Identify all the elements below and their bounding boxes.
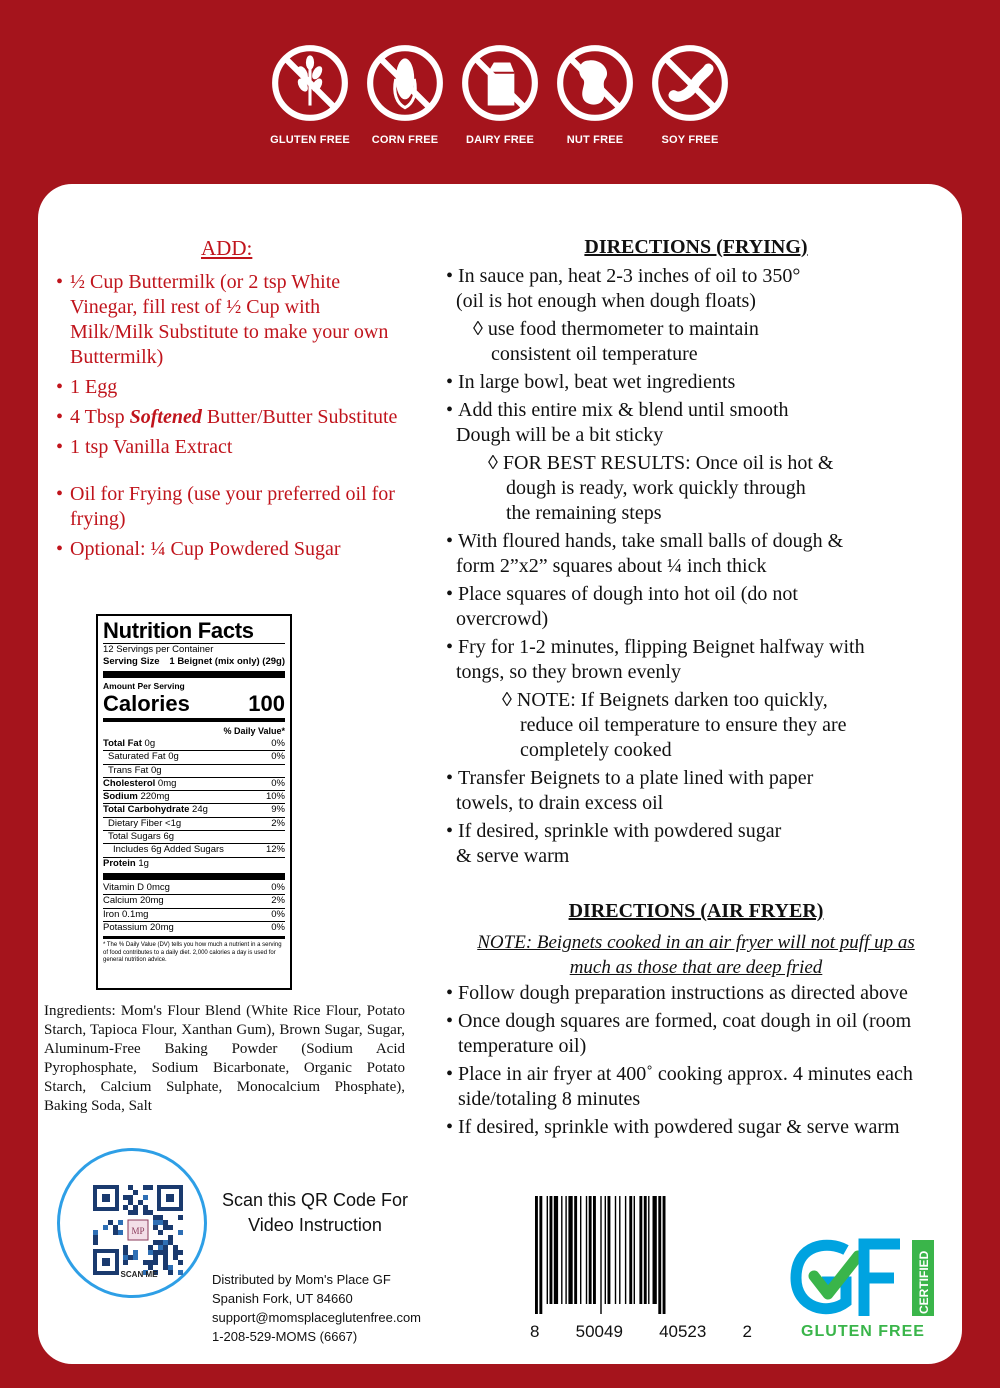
- vitamin-name: Potassium: [103, 921, 148, 933]
- barcode-digits: 8: [530, 1322, 540, 1341]
- nutrient-row: [103, 803, 285, 816]
- add-item: [56, 405, 406, 430]
- qr-module: [168, 1225, 173, 1230]
- frying-step-note: consistent oil temperature: [491, 343, 698, 365]
- barcode-digits: 40523: [659, 1322, 707, 1341]
- frying-step-continuation: (oil is hot enough when dough floats): [456, 290, 756, 312]
- nutrition-facts-panel: [96, 614, 292, 990]
- nutrient-name: Total Fat: [103, 738, 142, 749]
- frying-step: • Add this entire mix & blend until smooth: [446, 398, 956, 423]
- nutrient-name: Total Sugars: [108, 831, 161, 843]
- barcode-bar: [574, 1196, 577, 1304]
- qr-module: [163, 1255, 168, 1260]
- qr-module: [168, 1235, 173, 1240]
- nutrition-title: Nutrition Facts: [103, 618, 254, 643]
- barcode-bar: [586, 1196, 587, 1304]
- frying-step-note: completely cooked: [520, 739, 672, 761]
- nutrient-amount: <1g: [165, 817, 182, 829]
- nutrient-name: Cholesterol: [103, 777, 156, 789]
- qr-module: [158, 1240, 163, 1245]
- qr-module: [123, 1205, 128, 1210]
- qr-module: [133, 1190, 138, 1195]
- barcode-bar: [658, 1196, 661, 1314]
- gluten-free-text: GLUTEN FREE: [801, 1323, 925, 1340]
- qr-module: [143, 1205, 148, 1210]
- add-item: • Oil for Frying (use your preferred oil for frying): [56, 482, 406, 532]
- nutrient-row: [103, 830, 285, 843]
- frying-step-note: dough is ready, work quickly through: [506, 477, 806, 499]
- nutrient-name: Sodium: [103, 791, 138, 803]
- vitamin-name: Iron: [103, 908, 120, 920]
- nutrient-amount: 24g: [192, 804, 208, 816]
- frying-step-continuation: form 2”x2” squares about ¼ inch thick: [456, 555, 767, 577]
- qr-module: [113, 1225, 118, 1230]
- qr-module: [158, 1220, 163, 1225]
- barcode-bar: [625, 1196, 626, 1304]
- frying-step: • Place squares of dough into hot oil (do not: [446, 582, 956, 607]
- badge-label: GLUTEN FREE: [270, 134, 350, 146]
- qr-module: [143, 1185, 148, 1190]
- add-item: • ½ Cup Buttermilk (or 2 tsp White Vinegar, fill rest of ½ Cup with Milk/Milk Substitute to make your own Buttermilk): [56, 270, 406, 370]
- nutrition-footnote: * The % Daily Value (DV) tells you how much a nutrient in a serving of food contributes to a daily diet. 2,000 calories a day is used for general nutrition advice.: [103, 942, 282, 964]
- qr-module: [143, 1210, 148, 1215]
- frying-step-note: ◊ NOTE: If Beignets darken too quickly,: [502, 689, 828, 711]
- qr-module: [163, 1250, 168, 1255]
- qr-module: [143, 1260, 148, 1265]
- qr-module: [158, 1215, 163, 1220]
- distributor-email[interactable]: support@momsplaceglutenfree.com: [212, 1310, 422, 1325]
- barcode-bar: [539, 1196, 542, 1314]
- barcode-bar: [580, 1196, 581, 1304]
- barcode-digits: 50049: [575, 1322, 623, 1341]
- qr-module: [168, 1240, 173, 1245]
- distributor-name: Distributed by Mom's Place GF: [212, 1272, 391, 1287]
- barcode-bar: [629, 1196, 632, 1304]
- serving-size-value: 1 Beignet (mix only) (29g): [169, 656, 285, 667]
- frying-step-continuation: overcrowd): [456, 608, 549, 630]
- barcode-bar: [600, 1196, 601, 1314]
- nutrient-dv: 9%: [271, 804, 285, 816]
- nutrient-dv: 12%: [265, 844, 285, 856]
- nutrient-name: Includes 6g Added Sugars: [113, 844, 224, 856]
- barcode-digits: 2: [742, 1322, 752, 1341]
- scan-me-label: SCAN ME: [120, 1270, 158, 1279]
- qr-module: [163, 1220, 168, 1225]
- qr-module: [123, 1255, 128, 1260]
- barcode-bar: [608, 1196, 611, 1304]
- nutrient-amount: 0mg: [157, 777, 177, 789]
- barcode-bar: [644, 1196, 647, 1304]
- qr-module: [148, 1185, 153, 1190]
- barcode-bar: [589, 1196, 592, 1304]
- qr-module: [153, 1240, 158, 1245]
- qr-module: [133, 1255, 138, 1260]
- nutrient-dv: 0%: [271, 738, 285, 749]
- qr-module: [118, 1230, 123, 1235]
- qr-module: [148, 1245, 153, 1250]
- barcode-bar: [634, 1196, 635, 1304]
- add-item-text: Butter/Butter Substitute: [201, 406, 398, 428]
- add-item: • 1 Egg: [56, 375, 406, 400]
- nutrient-row: [103, 857, 285, 870]
- vitamin-row: [103, 882, 285, 894]
- vitamin-row: [103, 908, 285, 921]
- nutrient-row: [103, 817, 285, 830]
- barcode-bar: [565, 1196, 566, 1304]
- qr-module: [178, 1260, 183, 1265]
- barcode-bar: [554, 1196, 558, 1304]
- nutrient-amount: 0g: [144, 738, 156, 749]
- qr-module: [128, 1185, 133, 1190]
- qr-module: [128, 1200, 133, 1205]
- nutrient-row: [103, 790, 285, 803]
- barcode-bar: [605, 1196, 606, 1304]
- qr-module: [153, 1255, 158, 1260]
- no-corn-icon: [364, 42, 446, 124]
- qr-module: [173, 1245, 178, 1250]
- barcode-bar: [653, 1196, 657, 1304]
- nutrient-row: [103, 843, 285, 856]
- nutrient-row: [103, 750, 285, 763]
- allergen-badges: [265, 42, 735, 162]
- vitamin-dv: 0%: [271, 908, 285, 920]
- badge-soy-free: [645, 42, 735, 162]
- qr-module: [133, 1210, 138, 1215]
- air-fryer-step: • If desired, sprinkle with powdered sugar & serve warm: [446, 1115, 946, 1140]
- qr-module: [173, 1255, 178, 1260]
- distributor-phone: 1-208-529-MOMS (6667): [212, 1329, 358, 1344]
- qr-module: [138, 1200, 143, 1205]
- frying-steps: [446, 264, 956, 872]
- barcode-number: [530, 1322, 752, 1342]
- qr-module: [168, 1265, 173, 1270]
- qr-code[interactable]: [93, 1185, 183, 1275]
- qr-module: [133, 1250, 138, 1255]
- qr-module: [128, 1195, 133, 1200]
- daily-value-header: % Daily Value*: [223, 726, 285, 736]
- vitamin-dv: 2%: [271, 895, 285, 907]
- no-milk-carton-icon: [459, 42, 541, 124]
- qr-module: [143, 1195, 148, 1200]
- qr-module: [153, 1225, 158, 1230]
- servings-per-container: 12 Servings per Container: [103, 644, 214, 655]
- badge-gluten-free: [265, 42, 355, 162]
- nutrient-row: [103, 777, 285, 790]
- nutrient-name: Trans Fat: [108, 764, 149, 776]
- barcode-bar: [568, 1196, 572, 1304]
- amount-per-serving: Amount Per Serving: [103, 681, 185, 691]
- add-item-emphasis: Softened: [129, 406, 202, 428]
- qr-module: [123, 1195, 128, 1200]
- nutrient-amount: 220mg: [140, 791, 170, 803]
- qr-module: [93, 1240, 98, 1245]
- qr-module: [123, 1250, 128, 1255]
- nutrient-row: [103, 738, 285, 750]
- badge-label: NUT FREE: [566, 134, 624, 146]
- calories-label: Calories: [103, 691, 190, 716]
- qr-module: [173, 1250, 178, 1255]
- vitamin-amount: 0mcg: [146, 881, 170, 893]
- badge-label: SOY FREE: [661, 134, 719, 146]
- vitamin-rows: [103, 882, 285, 934]
- air-fryer-step: • Follow dough preparation instructions as directed above: [446, 981, 946, 1006]
- vitamin-dv: 0%: [271, 881, 285, 893]
- badge-label: CORN FREE: [371, 134, 439, 146]
- qr-module: [103, 1225, 108, 1230]
- qr-module: [128, 1255, 133, 1260]
- badge-nut-free: [550, 42, 640, 162]
- nutrient-amount: 0g: [150, 764, 162, 776]
- air-fryer-note: [446, 930, 946, 980]
- air-fryer-directions-title: DIRECTIONS (AIR FRYER): [568, 900, 824, 922]
- barcode-bar: [561, 1196, 562, 1304]
- barcode-bar: [639, 1196, 642, 1304]
- no-wheat-icon: [269, 42, 351, 124]
- nutrient-amount: 0g: [168, 751, 179, 763]
- qr-module: [158, 1230, 163, 1235]
- calories-row: [103, 692, 285, 716]
- qr-caption-line: Video Instruction: [248, 1215, 382, 1235]
- frying-directions-title: DIRECTIONS (FRYING): [584, 236, 808, 258]
- qr-module: [153, 1260, 158, 1265]
- frying-step: • Fry for 1-2 minutes, flipping Beignet halfway with: [446, 635, 956, 660]
- barcode-bar: [619, 1196, 620, 1304]
- vitamin-row: [103, 894, 285, 907]
- air-fryer-step: • Once dough squares are formed, coat dough in oil (room temperature oil): [446, 1009, 946, 1059]
- serving-size: [103, 656, 285, 668]
- qr-module: [148, 1210, 153, 1215]
- qr-module: [123, 1260, 128, 1265]
- frying-step-note: reduce oil temperature to ensure they are: [520, 714, 847, 736]
- qr-module: [118, 1220, 123, 1225]
- add-item: • 1 tsp Vanilla Extract: [56, 435, 406, 460]
- no-soybean-icon: [649, 42, 731, 124]
- barcode-bar: [550, 1196, 553, 1304]
- barcode-bar: [547, 1196, 548, 1304]
- qr-module: [178, 1230, 183, 1235]
- vitamin-amount: 20mg: [150, 921, 174, 933]
- add-ingredients-list: [56, 270, 406, 567]
- qr-module: [178, 1270, 183, 1275]
- no-peanut-icon: [554, 42, 636, 124]
- qr-caption: [220, 1188, 410, 1238]
- qr-module: [113, 1230, 118, 1235]
- qr-module: [108, 1220, 113, 1225]
- badge-dairy-free: [455, 42, 545, 162]
- qr-module: [93, 1235, 98, 1240]
- barcode: [533, 1196, 743, 1314]
- barcode-bar: [663, 1196, 666, 1314]
- badge-corn-free: [360, 42, 450, 162]
- qr-module: [153, 1220, 158, 1225]
- nutrient-dv: 10%: [265, 791, 285, 803]
- vitamin-amount: 20mg: [139, 895, 164, 907]
- qr-module: [133, 1205, 138, 1210]
- frying-step-note: ◊ use food thermometer to maintain: [473, 318, 759, 340]
- qr-caption-line: Scan this QR Code For: [221, 1190, 409, 1210]
- gluten-free-certified-logo: [788, 1236, 938, 1340]
- frying-step-note: the remaining steps: [506, 502, 662, 524]
- qr-module: [163, 1245, 168, 1250]
- qr-module: [93, 1230, 98, 1235]
- distributor-info: [212, 1270, 472, 1346]
- barcode-bar: [593, 1196, 596, 1304]
- qr-module: [148, 1260, 153, 1265]
- qr-module: [128, 1210, 133, 1215]
- nutrient-name: Protein: [103, 857, 136, 869]
- nutrient-row: [103, 764, 285, 777]
- qr-module: [158, 1245, 163, 1250]
- qr-module: [163, 1240, 168, 1245]
- air-fryer-note-line: much as those that are deep fried: [569, 957, 823, 978]
- add-title: ADD:: [201, 236, 253, 260]
- serving-size-label: Serving Size: [103, 656, 160, 667]
- frying-step-continuation: towels, to drain excess oil: [456, 792, 664, 814]
- nutrient-rows: [103, 738, 285, 870]
- barcode-bar: [648, 1196, 649, 1304]
- vitamin-name: Vitamin D: [103, 881, 145, 893]
- qr-module: [123, 1245, 128, 1250]
- qr-module: [178, 1215, 183, 1220]
- add-item-text: 4 Tbsp: [70, 406, 130, 428]
- vitamin-row: [103, 921, 285, 934]
- qr-module: [168, 1270, 173, 1275]
- nutrient-dv: 2%: [271, 817, 285, 829]
- qr-module: [158, 1250, 163, 1255]
- frying-step: • In sauce pan, heat 2-3 inches of oil to 350°: [446, 264, 956, 289]
- qr-module: [163, 1225, 168, 1230]
- frying-step-continuation: & serve warm: [456, 845, 570, 867]
- frying-step: • With floured hands, take small balls of dough &: [446, 529, 956, 554]
- barcode-bar: [535, 1196, 538, 1314]
- frying-step-note: ◊ FOR BEST RESULTS: Once oil is hot &: [488, 452, 834, 474]
- barcode-bar: [615, 1196, 616, 1304]
- frying-step: • In large bowl, beat wet ingredients: [446, 370, 956, 395]
- frying-step: • Transfer Beignets to a plate lined with paper: [446, 766, 956, 791]
- frying-step-continuation: tongs, so they brown evenly: [456, 661, 681, 683]
- qr-module: [153, 1250, 158, 1255]
- nutrient-amount: 6g: [163, 831, 175, 843]
- nutrient-amount: 1g: [138, 857, 149, 869]
- air-fryer-step: • Place in air fryer at 400˚ cooking approx. 4 minutes each side/totaling 8 minutes: [446, 1062, 946, 1112]
- vitamin-name: Calcium: [103, 895, 138, 907]
- distributor-address: Spanish Fork, UT 84660: [212, 1291, 353, 1306]
- qr-module: [148, 1250, 153, 1255]
- qr-module: [163, 1260, 168, 1265]
- qr-logo-text: MP: [131, 1226, 145, 1236]
- nutrient-dv: 0%: [271, 751, 285, 763]
- qr-module: [178, 1250, 183, 1255]
- calories-value: 100: [248, 691, 285, 716]
- vitamin-dv: 0%: [271, 921, 285, 933]
- nutrient-name: Total Carbohydrate: [103, 804, 190, 816]
- frying-step-continuation: Dough will be a bit sticky: [456, 424, 664, 446]
- nutrient-name: Dietary Fiber: [108, 817, 163, 829]
- air-fryer-steps: [446, 981, 946, 1143]
- certified-text: CERTIFIED: [917, 1250, 931, 1314]
- vitamin-amount: 0.1mg: [122, 908, 149, 920]
- air-fryer-note-line: NOTE: Beignets cooked in an air fryer will not puff up as: [477, 932, 915, 953]
- badge-label: DAIRY FREE: [465, 134, 534, 146]
- frying-step: • If desired, sprinkle with powdered sugar: [446, 819, 956, 844]
- nutrient-dv: 0%: [271, 777, 285, 789]
- qr-module: [153, 1215, 158, 1220]
- add-item: • Optional: ¼ Cup Powdered Sugar: [56, 537, 406, 562]
- nutrient-name: Saturated Fat: [108, 751, 166, 763]
- ingredients-text: Ingredients: Mom's Flour Blend (White Rice Flour, Potato Starch, Tapioca Flour, Xanthan Gum), Brown Sugar, Sugar, Aluminum-Free Baking Powder (Sodium Acid Pyrophosphate, Sodium Bicarbonate, Organic Potato Starch, Calcium Sulphate, Monocalcium Phosphate), Baking Soda, Salt: [44, 1003, 405, 1114]
